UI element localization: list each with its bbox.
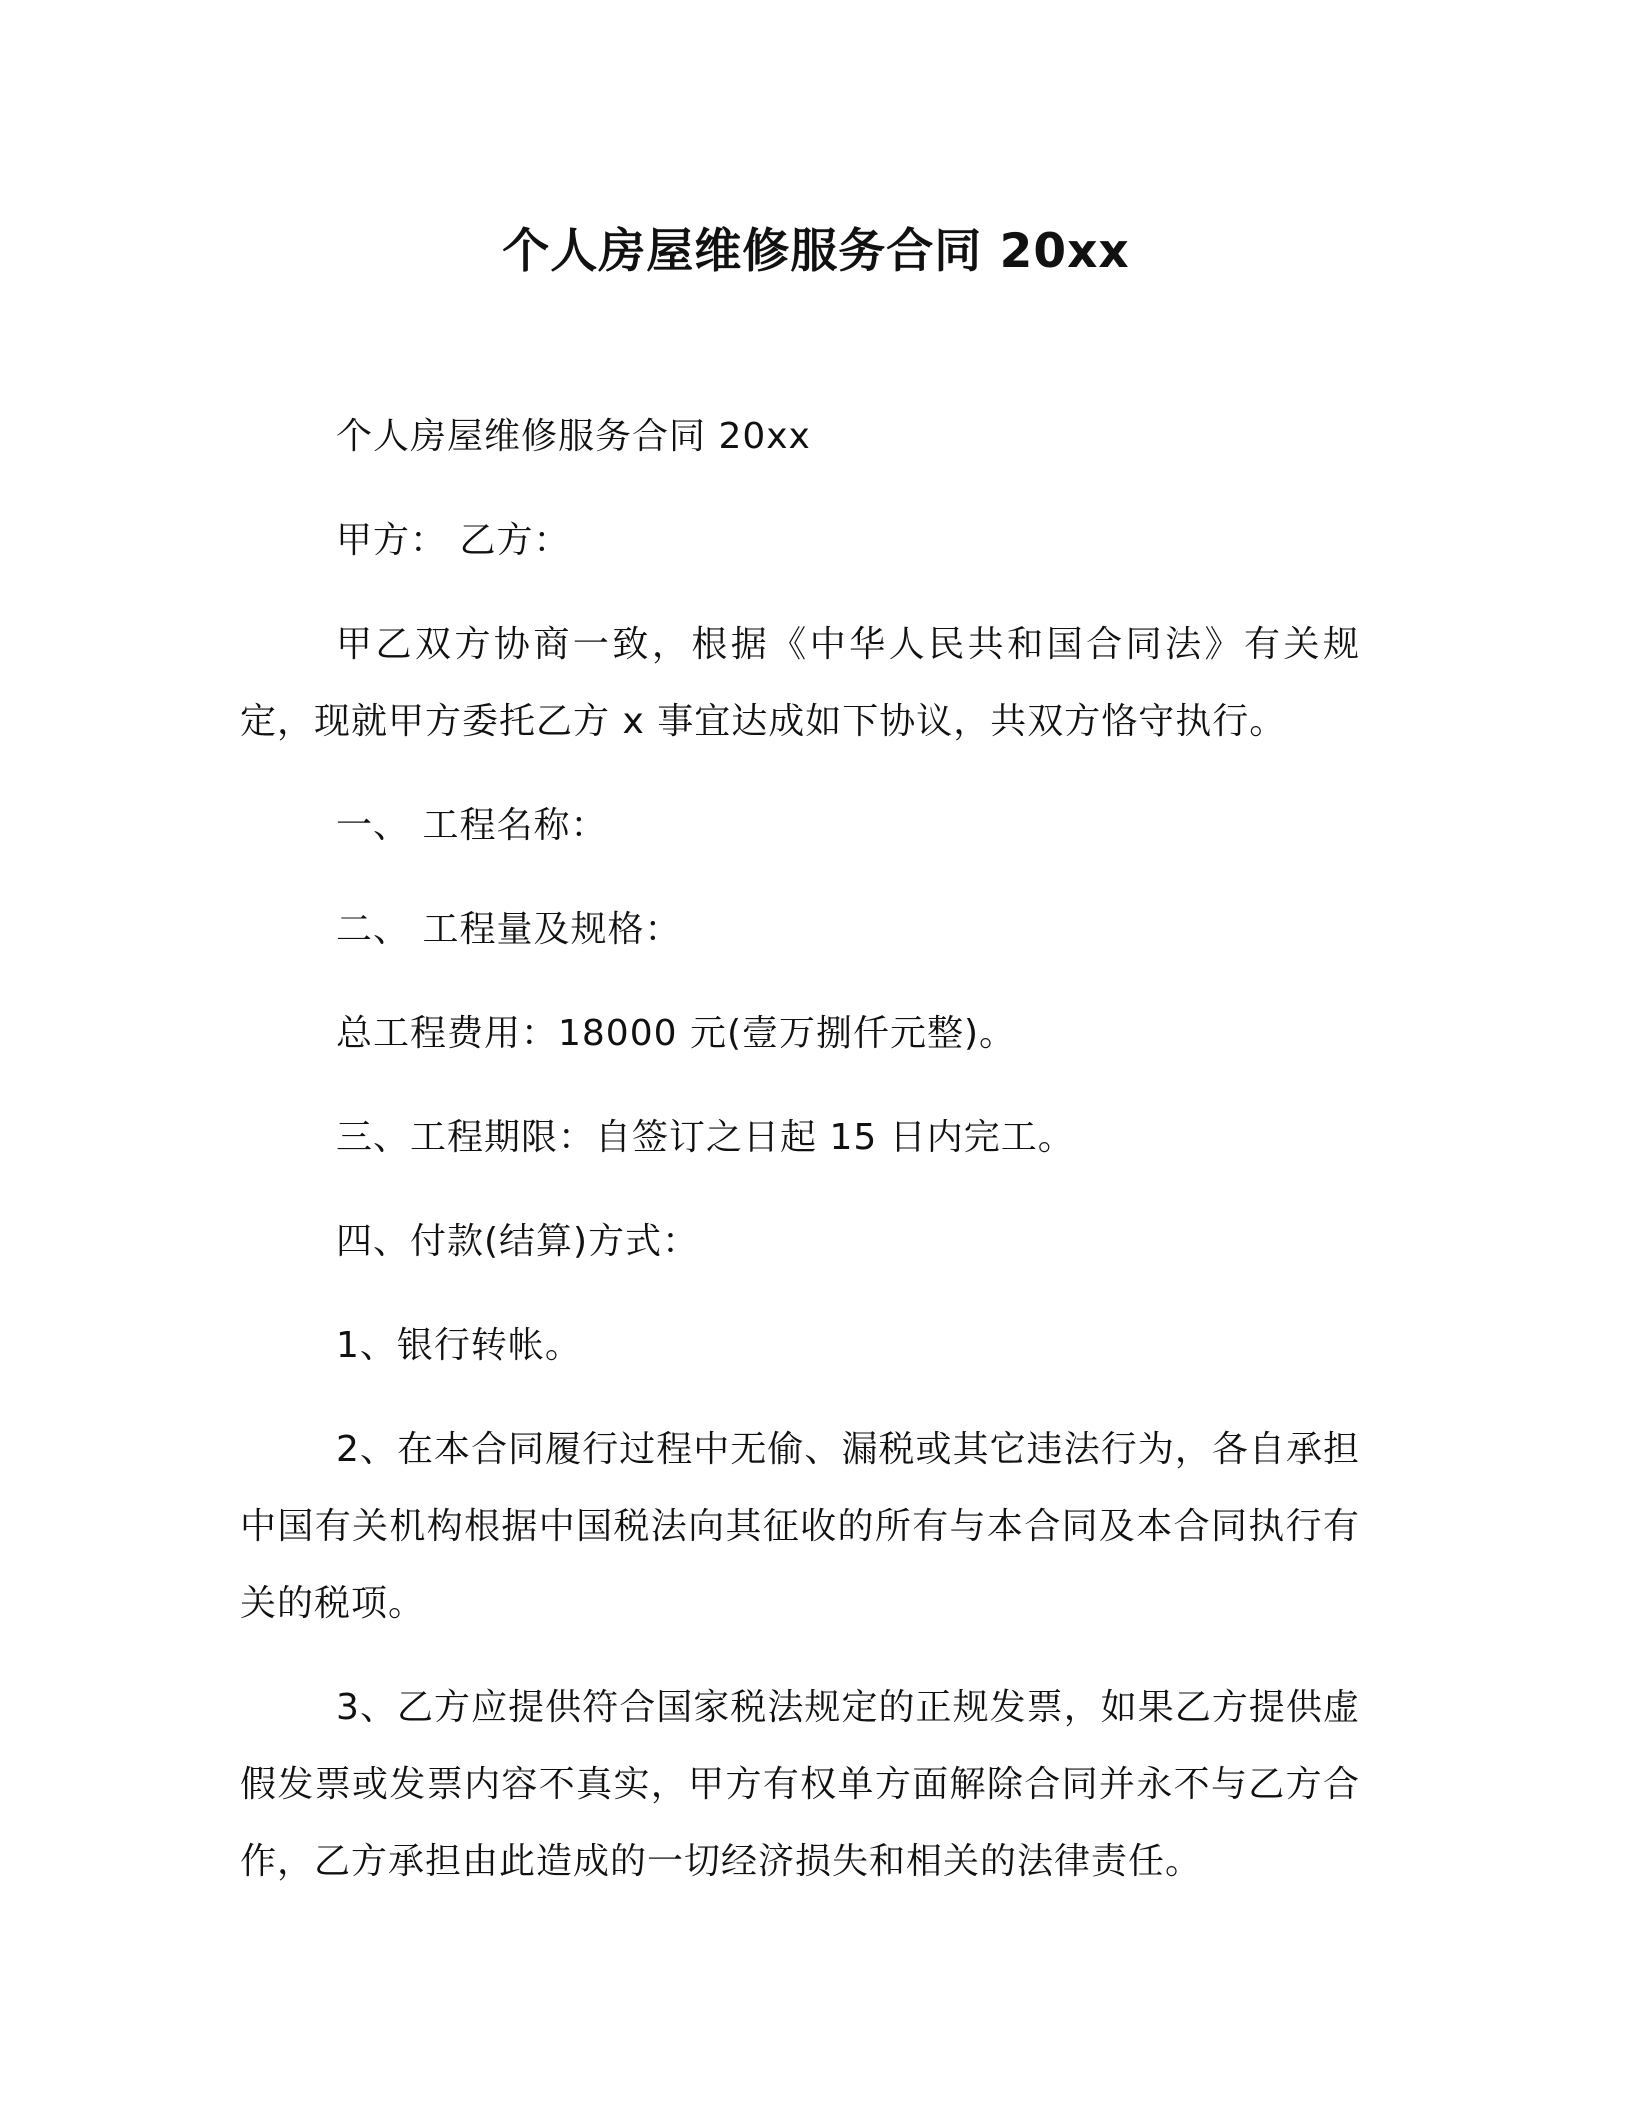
paragraph-heading-repeat: 个人房屋维修服务合同 20xx: [336, 416, 811, 457]
paragraph-agreement-intro: 甲乙双方协商一致，根据《中华人民共和国合同法》有关规定，现就甲方委托乙方 x 事宜达成如下协议，共双方恪守执行。: [240, 624, 1360, 742]
paragraph-parties: 甲方： 乙方：: [336, 520, 571, 561]
paragraph-total-cost: 总工程费用：18000 元(壹万捌仟元整)。: [336, 1013, 1017, 1054]
paragraph-payment-method: 四、付款(结算)方式：: [336, 1221, 700, 1262]
paragraph-project-period: 三、工程期限：自签订之日起 15 日内完工。: [336, 1117, 1075, 1158]
document-body: [240, 398, 1360, 1900]
paragraph-quantity-spec: 二、 工程量及规格：: [336, 909, 682, 950]
paragraph-tax-obligation: 2、在本合同履行过程中无偷、漏税或其它违法行为，各自承担中国有关机构根据中国税法向其征收的所有与本合同及本合同执行有关的税项。: [240, 1429, 1360, 1624]
paragraph-bank-transfer: 1、银行转帐。: [336, 1325, 582, 1366]
paragraph-invoice-requirement: 3、乙方应提供符合国家税法规定的正规发票，如果乙方提供虚假发票或发票内容不真实，甲方有权单方面解除合同并永不与乙方合作，乙方承担由此造成的一切经济损失和相关的法律责任。: [240, 1687, 1360, 1882]
document-title: 个人房屋维修服务合同 20xx: [502, 224, 1130, 279]
paragraph-project-name: 一、 工程名称：: [336, 805, 608, 846]
